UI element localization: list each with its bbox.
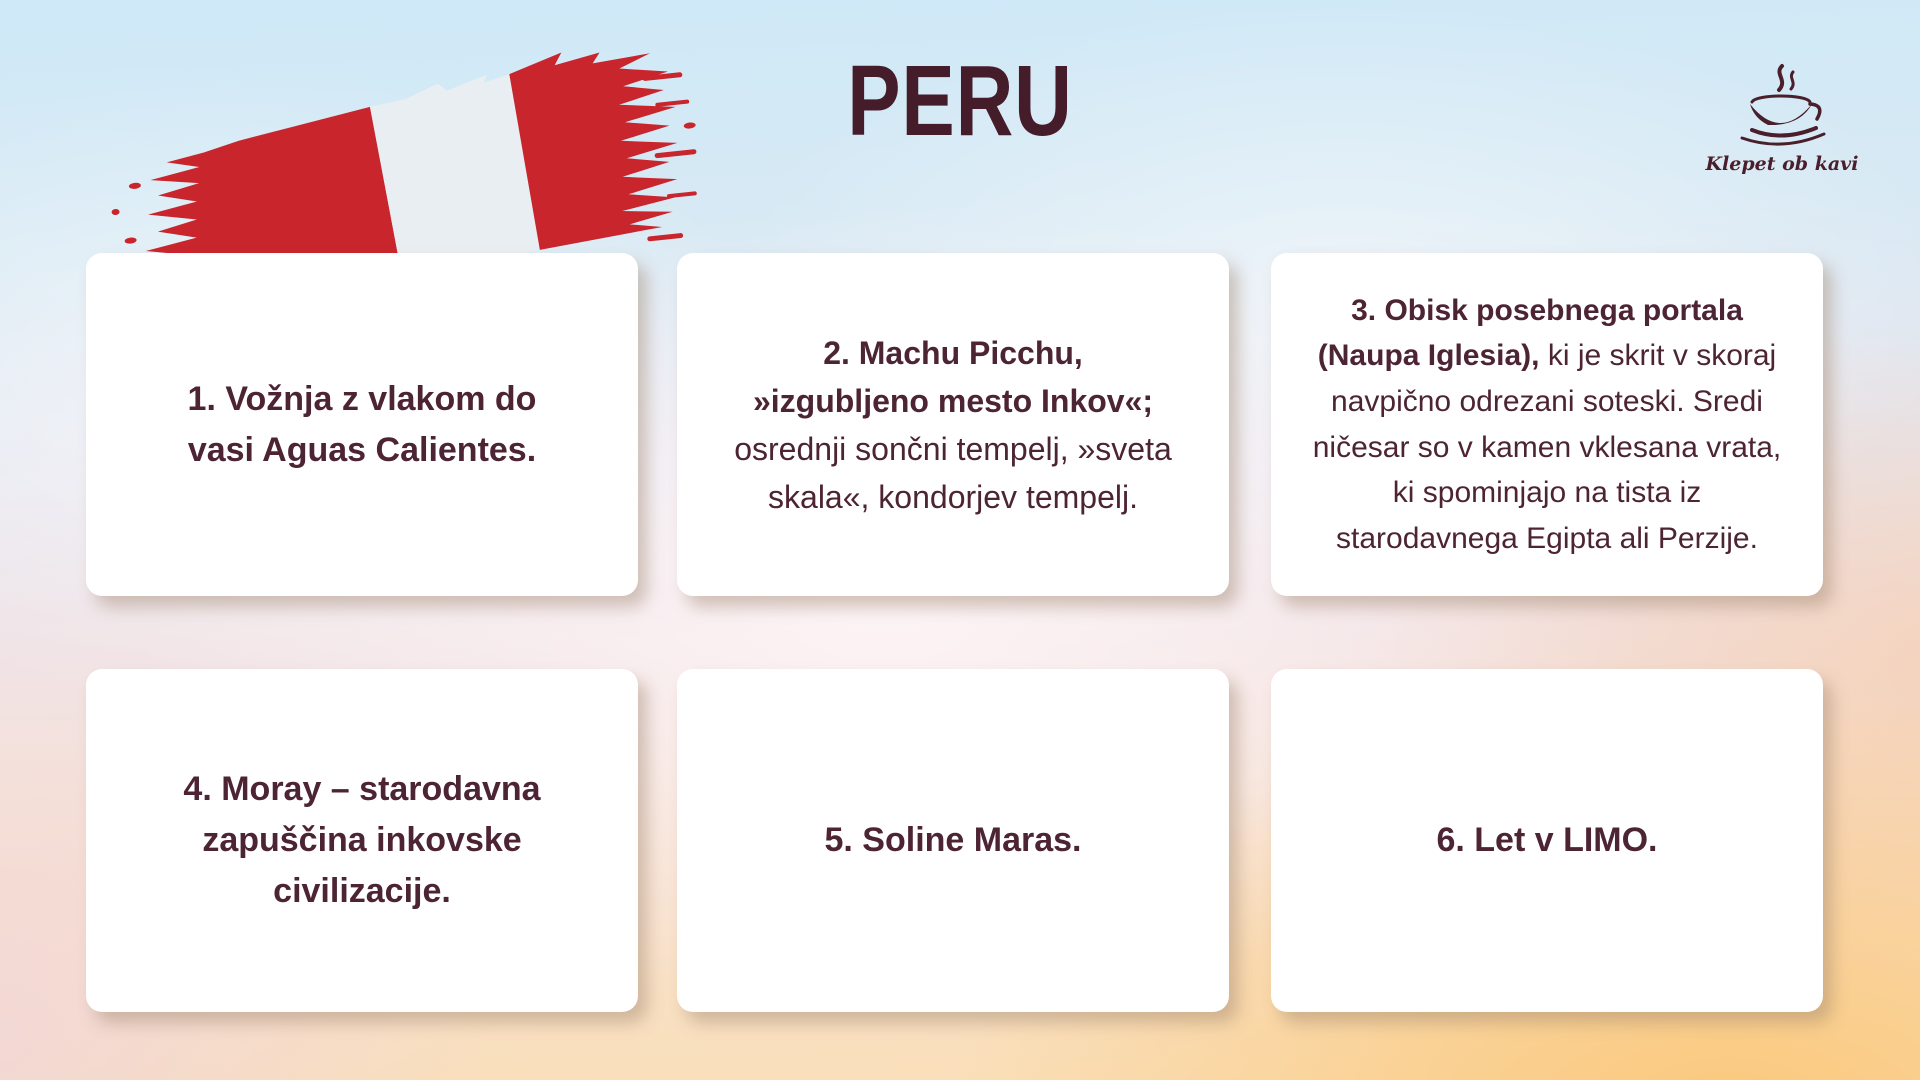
card-2-text bbox=[677, 329, 1229, 521]
card-moray bbox=[86, 669, 638, 1012]
card-6-text bbox=[1271, 815, 1823, 866]
card-train-aguas-calientes bbox=[86, 253, 638, 596]
card-soline-maras bbox=[677, 669, 1229, 1012]
card-3-bold: 3. Obisk posebnega portala (Naupa Iglesia), bbox=[1317, 293, 1743, 373]
brand-name: Klepet ob kavi bbox=[1705, 153, 1859, 175]
card-3-text bbox=[1271, 288, 1823, 562]
page-title: PERU bbox=[847, 45, 1073, 157]
card-1-bold: 1. Vožnja z vlakom do vasi Aguas Calientes. bbox=[187, 379, 537, 469]
card-2-regular: osrednji sončni tempelj, »sveta skala«, kondorjev tempelj. bbox=[734, 430, 1172, 515]
card-5-text bbox=[677, 815, 1229, 866]
card-naupa-iglesia bbox=[1271, 253, 1823, 596]
coffee-cup-icon bbox=[1722, 60, 1842, 146]
card-let-v-limo bbox=[1271, 669, 1823, 1012]
card-1-text bbox=[86, 374, 638, 476]
card-machu-picchu bbox=[677, 253, 1229, 596]
card-5-bold: 5. Soline Maras. bbox=[824, 821, 1082, 859]
brand-logo bbox=[1702, 60, 1862, 175]
card-4-text bbox=[86, 764, 638, 917]
card-2-bold: 2. Machu Picchu, »izgubljeno mesto Inkov«; bbox=[752, 334, 1154, 419]
card-6-bold: 6. Let v LIMO. bbox=[1436, 821, 1658, 859]
card-4-bold: 4. Moray – starodavna zapuščina inkovske civilizacije. bbox=[183, 770, 541, 910]
card-3-regular: ki je skrit v skoraj navpično odrezani soteski. Sredi ničesar so v kamen vklesana vrata, ki spominjajo na tista iz starodavnega Egipta ali Perzije. bbox=[1312, 339, 1782, 555]
